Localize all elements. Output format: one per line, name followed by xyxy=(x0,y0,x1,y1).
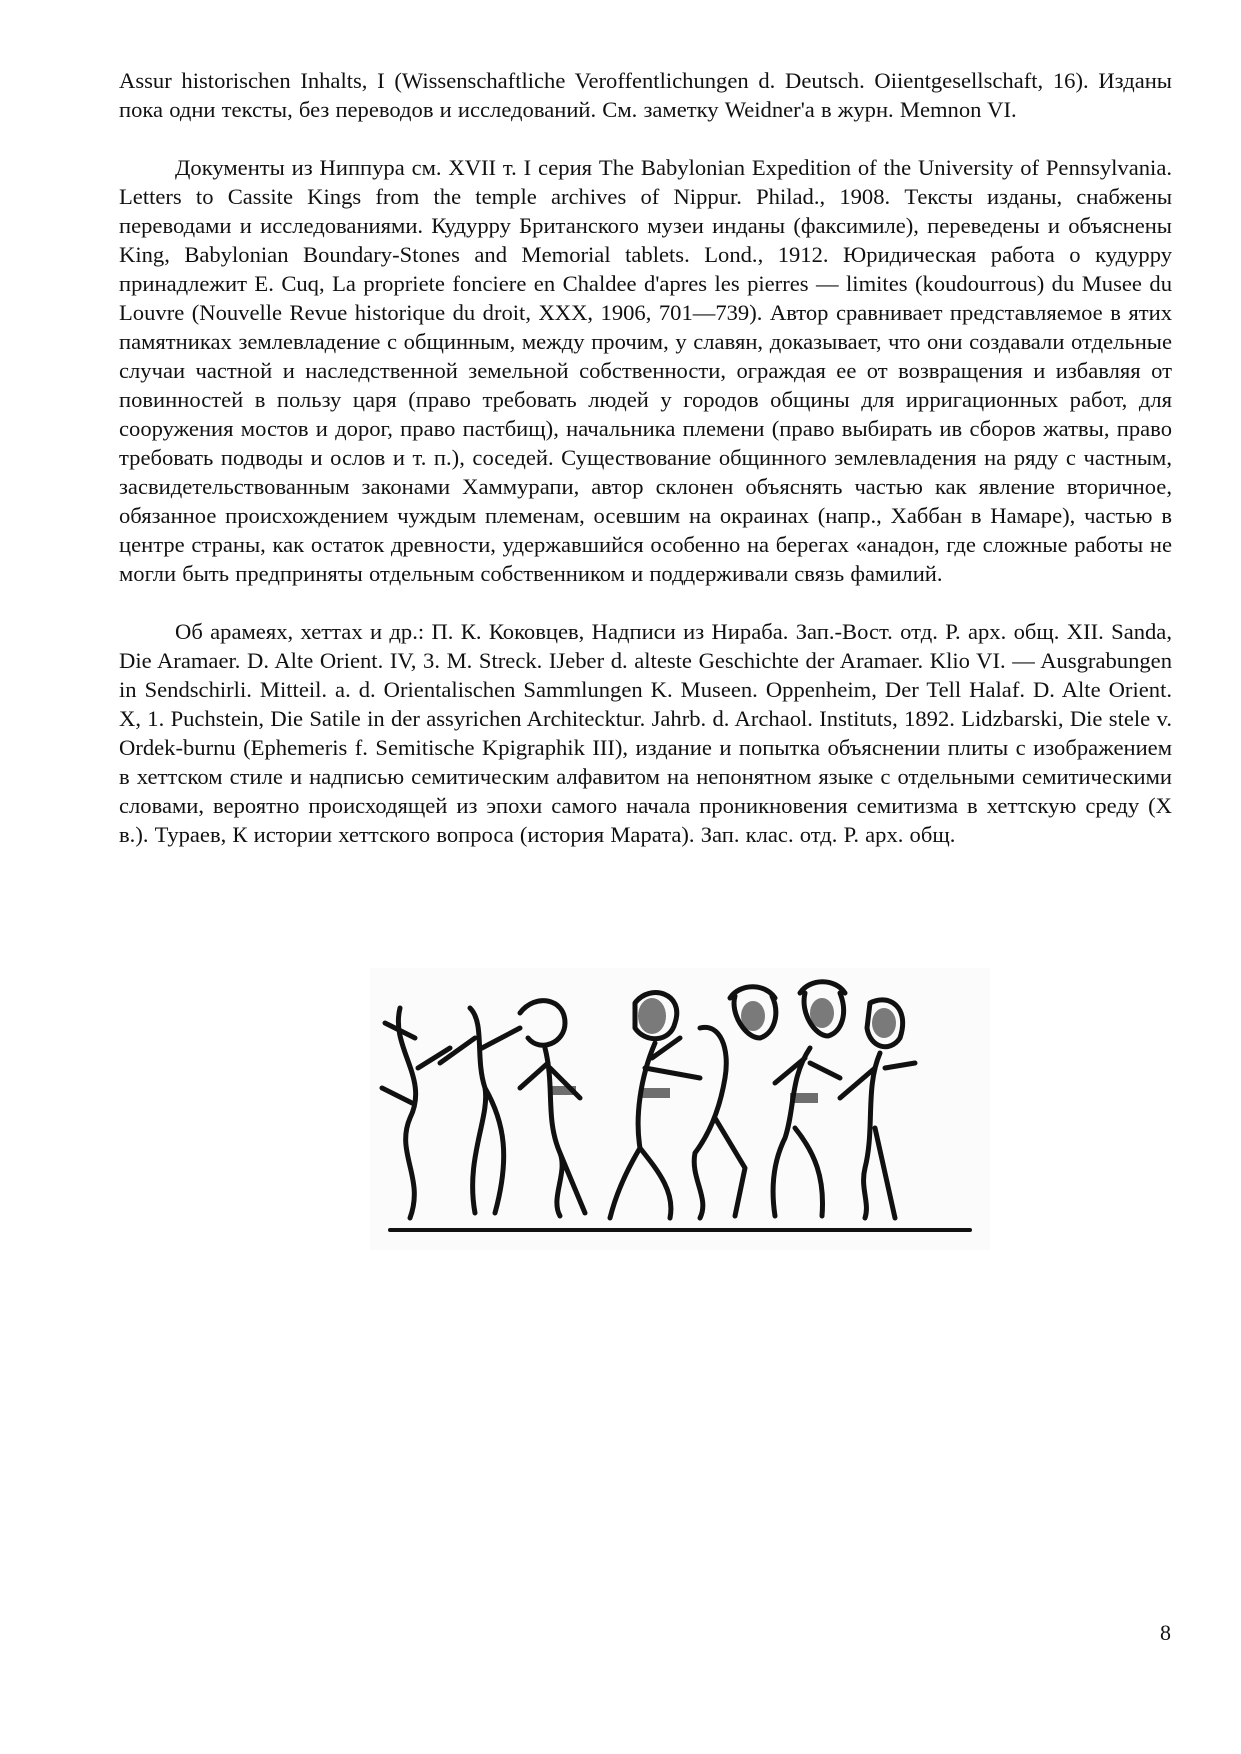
belt-detail-1 xyxy=(640,1088,670,1098)
figure-5-arms xyxy=(775,1058,840,1083)
figure-2-body xyxy=(545,1048,585,1216)
head-detail-4 xyxy=(872,1008,896,1038)
figure-6-body xyxy=(864,1053,895,1218)
head-detail-1 xyxy=(638,998,666,1034)
figure-5-body xyxy=(773,1048,822,1216)
head-detail-2 xyxy=(741,1001,765,1031)
bull-man-body xyxy=(694,1027,745,1218)
belt-detail-2 xyxy=(790,1093,818,1103)
cylinder-seal-illustration xyxy=(370,968,990,1250)
figure-2-head xyxy=(520,1001,565,1046)
paragraph-assur-references: Assur historischen Inhalts, I (Wissenschaftliche Veroffentlichungen d. Deutsch. Oiientgesellschaft, 16). Изданы пока одни тексты, без переводов и исследований. См. заметку Weidner'a в журн. Memnon VI. xyxy=(119,68,1172,122)
page-number: 8 xyxy=(1160,1620,1171,1645)
seal-drawing xyxy=(370,968,990,1250)
belt-detail-3 xyxy=(550,1086,576,1095)
paragraph-spacer xyxy=(119,588,1172,617)
head-detail-3 xyxy=(810,998,834,1028)
document-body xyxy=(119,66,1172,849)
paragraph-spacer xyxy=(119,124,1172,153)
paragraph-nippur-documents: Документы из Ниппура см. XVII т. I серия The Babylonian Expedition of the University of Pennsylvania. Letters to Cassite Kings from the temple archives of Nippur. Philad., 1908. Тексты изданы, снабжены переводами и исследованиями. Кудурру Британского музеи инданы (факсимиле), переведены и объяснены King, Babylonian Boundary-Stones and Memorial tablets. Lond., 1912. Юридическая работа о кудурру принадлежит E. Cuq, La propriete fonciere en Chaldee d'apres les pierres — limites (koudourrous) du Musee du Louvre (Nouvelle Revue historique du droit, XXX, 1906, 701—739). Автор сравнивает представляемое в ятих памятниках землевладение с общинным, между прочим, у славян, доказывает, что они создавали отдельные случаи частной и наследственной земельной собственности, ограждая ее от возвращения и избавляя от повинностей в пользу царя (право требовать людей у городов общины для ирригационных работ, для сооружения мостов и дорог, право пастбищ), начальника племени (право выбирать ив сборов жатвы, право требовать подводы и ослов и т. п.), соседей. Существование общинного землевладения на ряду с частным, засвидетельствованным законами Хаммурапи, автор склонен объяснять частью как явление вторичное, обязанное происхождением чуждым племенам, осевшим на окраинах (напр., Хаббан в Намаре), частью в центре страны, как остаток древности, удержавшийся особенно на берегах «анадон, где сложные работы не могли быть предприняты отдельным собственником и поддерживали связь фамилий. xyxy=(119,155,1172,586)
paragraph-arameans-hittites: Об арамеях, хеттах и др.: П. К. Коковцев, Надписи из Нираба. Зап.-Вост. отд. Р. арх. общ. XII. Sanda, Die Aramaer. D. Alte Orient. IV, 3. M. Streck. IJeber d. alteste Geschichte der Aramaer. Klio VI. — Ausgrabungen in Sendschirli. Mitteil. a. d. Orientalischen Sammlungen K. Museen. Oppenheim, Der Tell Halaf. D. Alte Orient. X, 1. Puchstein, Die Satile in der assyrichen Architecktur. Jahrb. d. Archaol. Instituts, 1892. Lidzbarski, Die stele v. Ordek-burnu (Ephemeris f. Semitische Kpigraphik III), издание и попытка объяснении плиты с изображением в хеттском стиле и надписью семитическим алфавитом на непонятном языке с отдельными семитическими словами, вероятно происходящей из эпохи самого начала проникновения семитизма в хеттскую среду (X в.). Тураев, К истории хеттского вопроса (история Марата). Зап. клас. отд. Р. арх. общ. xyxy=(119,619,1172,847)
